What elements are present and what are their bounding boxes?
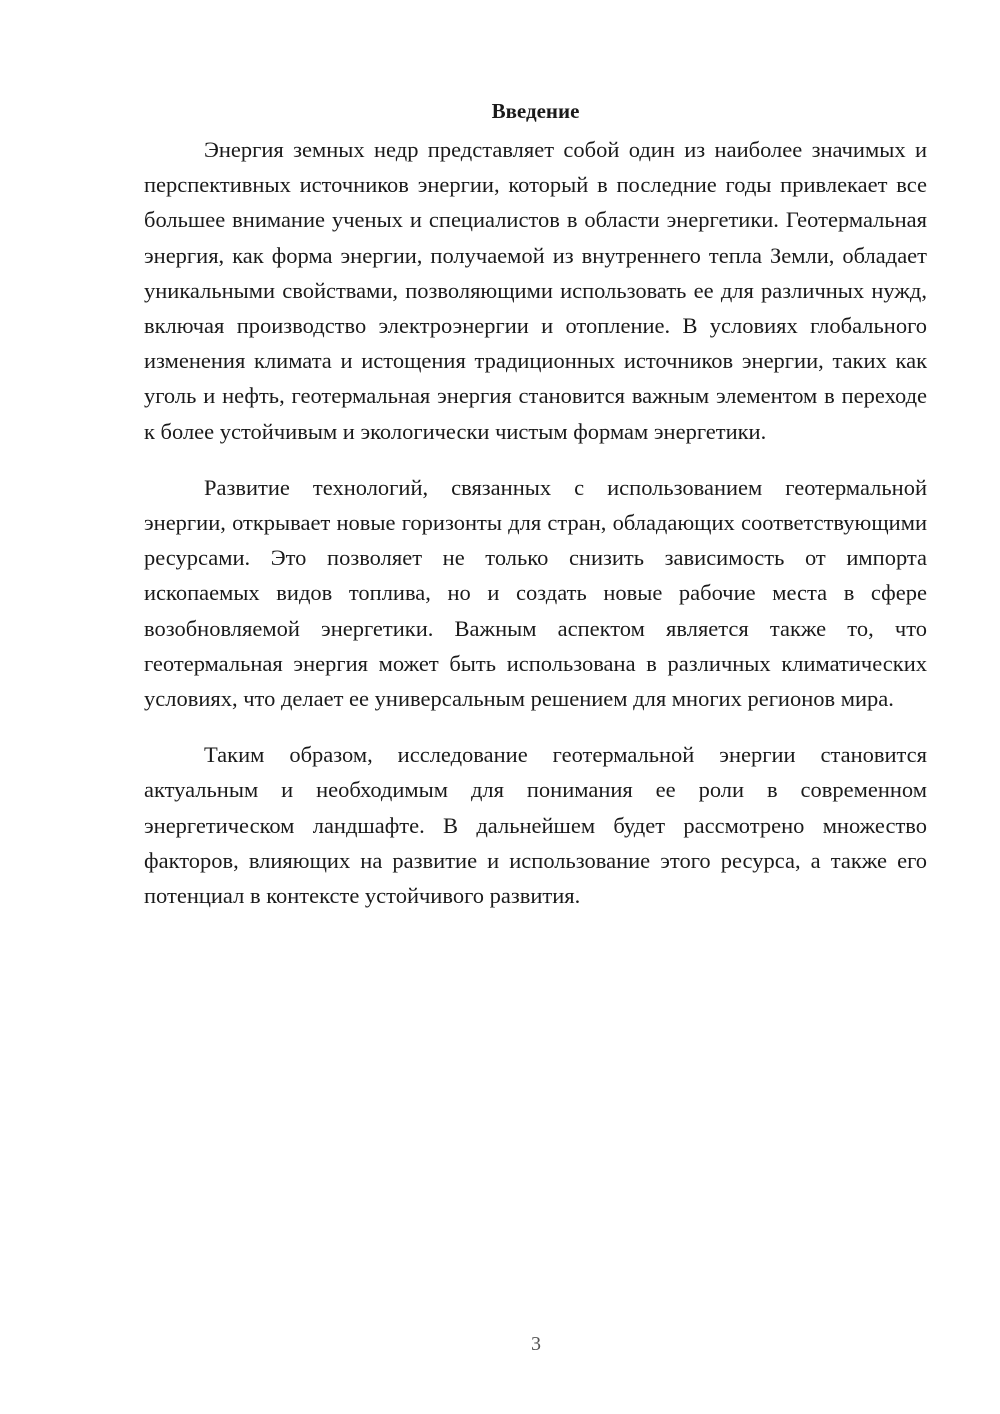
paragraph: Энергия земных недр представляет собой один из наиболее значимых и перспективных источников энергии, который в последние годы привлекает все большее внимание ученых и специалистов в области энергетики. Геотермальная энергия, как форма энергии, получаемой из внутреннего тепла Земли, обладает уникальными свойствами, позволяющими использовать ее для различных нужд, включая производство электроэнергии и отопление. В условиях глобального изменения климата и истощения традиционных источников энергии, таких как уголь и нефть, геотермальная энергия становится важным элементом в переходе к более устойчивым и экологически чистым формам энергетики. [144, 137, 927, 444]
paragraph: Таким образом, исследование геотермальной энергии становится актуальным и необходимым для понимания ее роли в современном энергетическом ландшафте. В дальнейшем будет рассмотрено множество факторов, влияющих на развитие и использование этого ресурса, а также его потенциал в контексте устойчивого развития. [144, 742, 927, 909]
section-title: Введение [491, 99, 580, 123]
page-content [144, 96, 927, 934]
paragraph: Развитие технологий, связанных с использованием геотермальной энергии, открывает новые горизонты для стран, обладающих соответствующими ресурсами. Это позволяет не только снизить зависимость от импорта ископаемых видов топлива, но и создать новые рабочие места в сфере возобновляемой энергетики. Важным аспектом является также то, что геотермальная энергия может быть использована в различных климатических условиях, что делает ее универсальным решением для многих регионов мира. [144, 474, 927, 712]
page-number: 3 [531, 1333, 541, 1355]
